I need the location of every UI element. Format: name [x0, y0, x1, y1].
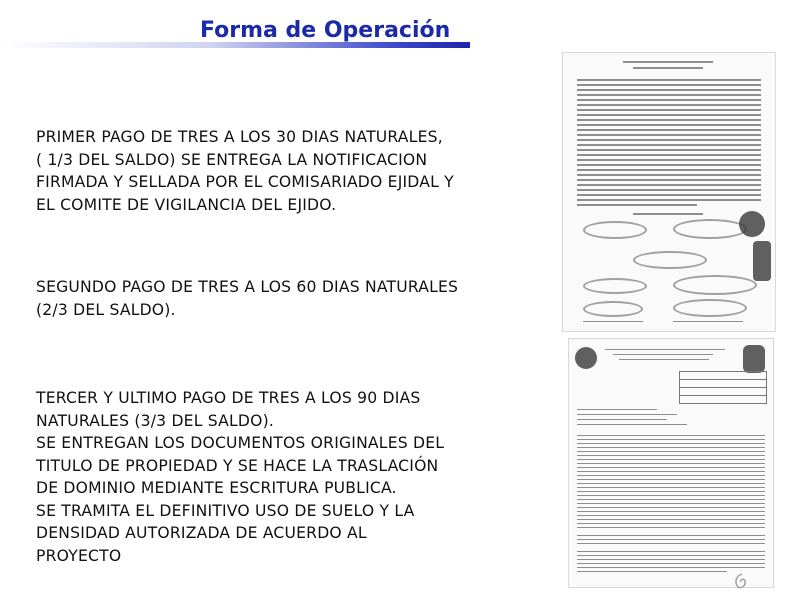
paragraph-first-payment: PRIMER PAGO DE TRES A LOS 30 DIAS NATURALES, ( 1/3 DEL SALDO) SE ENTREGA LA NOTIFICACION FIRMADA Y SELLADA POR EL COMISARIADO EJIDAL Y EL COMITE DE VIGILANCIA DEL EJIDO.: [36, 128, 454, 214]
page-title: Forma de Operación: [200, 18, 451, 43]
land-use-authorization-document: [568, 338, 774, 588]
signed-notification-document: [562, 52, 776, 332]
paragraph-second-payment: SEGUNDO PAGO DE TRES A LOS 60 DIAS NATURALES (2/3 DEL SALDO).: [36, 278, 459, 319]
title-bar: [0, 14, 470, 48]
paragraph-third-payment: TERCER Y ULTIMO PAGO DE TRES A LOS 90 DIAS NATURALES (3/3 DEL SALDO). SE ENTREGAN LOS DOCUMENTOS ORIGINALES DEL TITULO DE PROPIEDAD Y SE HACE LA TRASLACIÓN DE DOMINIO MEDIANTE ESCRITURA PUBLICA. SE TRAMITA EL DEFINITIVO USO DE SUELO Y LA DENSIDAD AUTORIZADA DE ACUERDO AL PROYECTO: [36, 389, 445, 565]
corner-logo-icon: [732, 572, 750, 590]
